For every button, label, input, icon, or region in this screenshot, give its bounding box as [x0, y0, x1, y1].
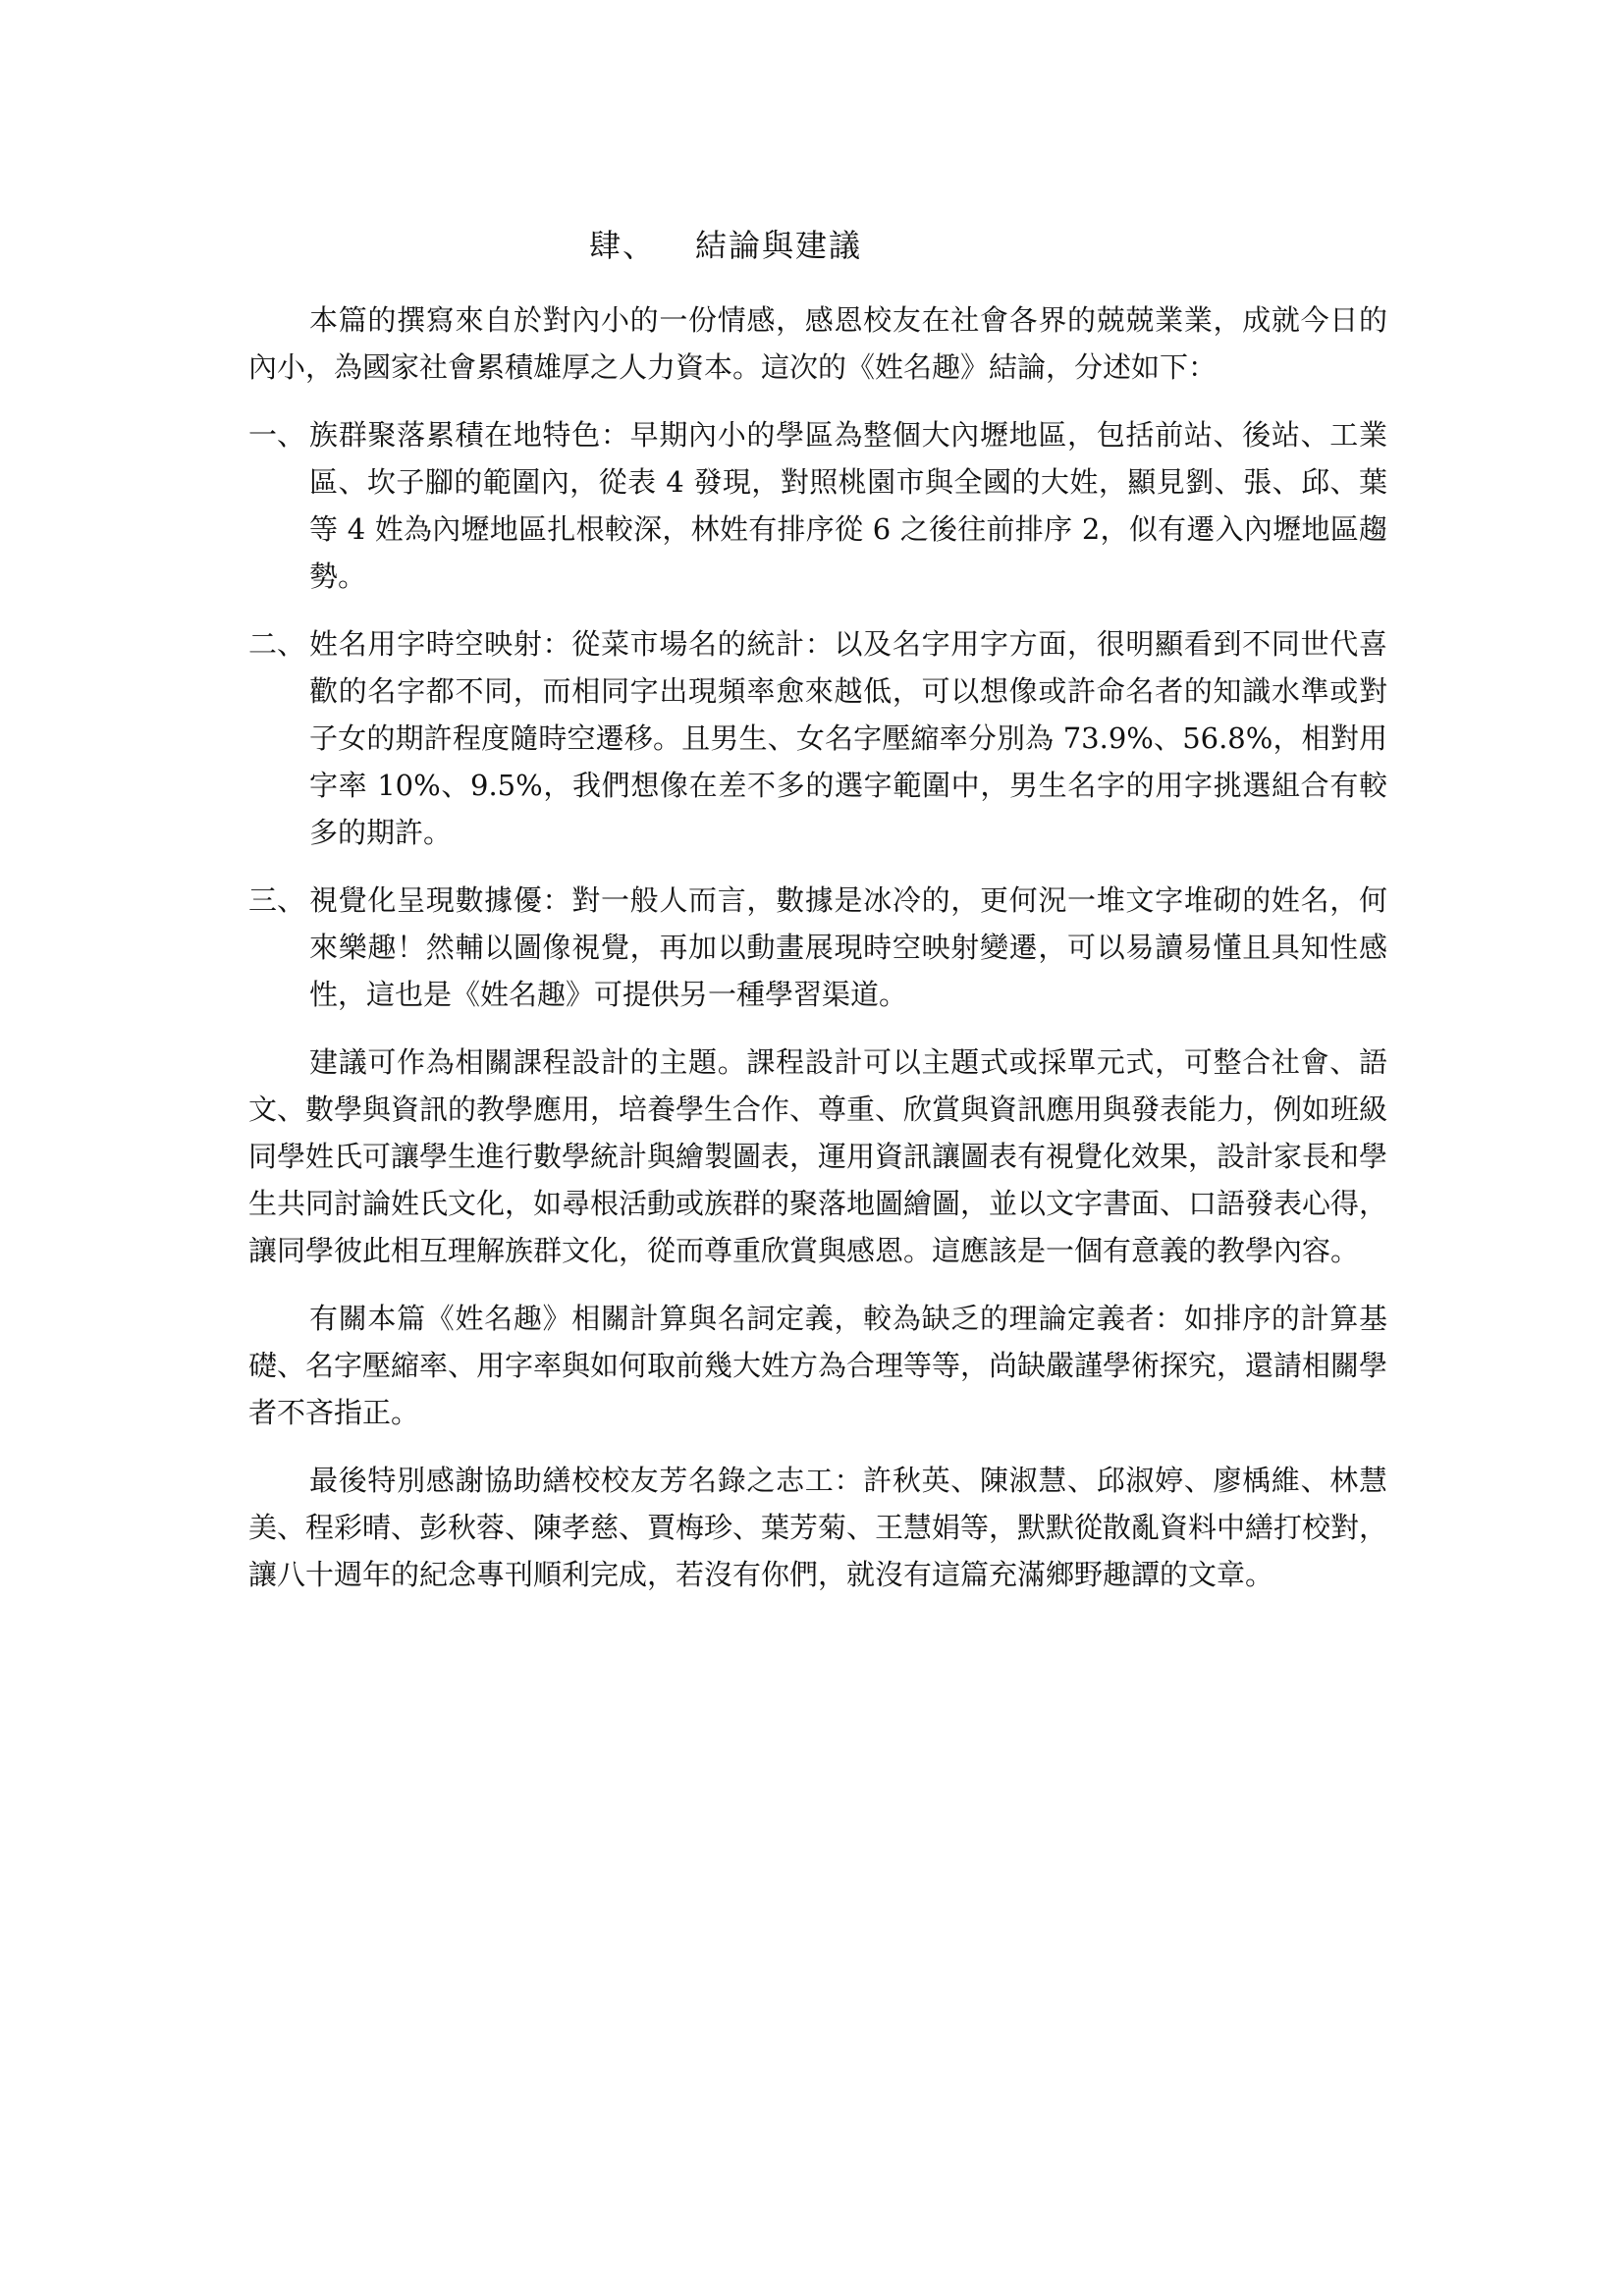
section-title: [589, 224, 1041, 267]
list-item-body: [309, 620, 1387, 856]
conclusion-item-1: [248, 411, 1387, 600]
section-number: 肆、: [589, 227, 657, 264]
list-item-lead: 視覺化呈現數據優：: [309, 883, 572, 917]
intro-paragraph: 本篇的撰寫來自於對內小的一份情感，感恩校友在社會各界的兢兢業業，成就今日的內小，為國家社會累積雄厚之人力資本。這次的《姓名趣》結論，分述如下：: [248, 303, 1387, 384]
list-marker: 一、: [248, 418, 306, 452]
list-item-lead: 族群聚落累積在地特色：: [309, 418, 630, 452]
section-body: [248, 296, 1387, 1619]
list-marker: 二、: [248, 627, 306, 661]
limitations-paragraph: 有關本篇《姓名趣》相關計算與名詞定義，較為缺乏的理論定義者：如排序的計算基礎、名字壓縮率、用字率與如何取前幾大姓方為合理等等，尚缺嚴謹學術探究，還請相關學者不吝指正。: [248, 1302, 1388, 1429]
list-marker: 三、: [248, 883, 306, 917]
list-item-text: 早期內小的學區為整個大內壢地區，包括前站、後站、工業區、坎子腳的範圍內，從表 4 發現，對照桃園市與全國的大姓，顯見劉、張、邱、葉等 4 姓為內壢地區扎根較深，林姓有排序從 6 之後往前排序 2，似有遷入內壢地區趨勢。: [309, 418, 1387, 593]
list-item-text: 對一般人而言，數據是冰冷的，更何況一堆文字堆砌的姓名，何來樂趣！然輔以圖像視覺，再加以動畫展現時空映射變遷，可以易讀易懂且具知性感性，這也是《姓名趣》可提供另一種學習渠道。: [309, 883, 1387, 1011]
list-item-body: [309, 411, 1387, 600]
conclusion-item-2: [248, 620, 1387, 856]
list-item-body: [309, 877, 1387, 1018]
suggestion-paragraph: 建議可作為相關課程設計的主題。課程設計可以主題式或採單元式，可整合社會、語文、數學與資訊的教學應用，培養學生合作、尊重、欣賞與資訊應用與發表能力，例如班級同學姓氏可讓學生進行數學統計與繪製圖表，運用資訊讓圖表有視覺化效果，設計家長和學生共同討論姓氏文化，如尋根活動或族群的聚落地圖繪圖，並以文字書面、口語發表心得，讓同學彼此相互理解族群文化，從而尊重欣賞與感恩。這應該是一個有意義的教學內容。: [248, 1045, 1388, 1267]
list-item-lead: 姓名用字時空映射：: [309, 627, 572, 661]
conclusion-item-3: [248, 877, 1387, 1018]
list-item-text: 從菜市場名的統計：以及名字用字方面，很明顯看到不同世代喜歡的名字都不同，而相同字出現頻率愈來越低，可以想像或許命名者的知識水準或對子女的期許程度隨時空遷移。且男生、女名字壓縮率分別為 73.9%、56.8%，相對用字率 10%、9.5%，我們想像在差不多的選字範圍中，男生名字的用字挑選組合有較多的期許。: [309, 627, 1387, 849]
section-heading: 結論與建議: [695, 227, 863, 264]
acknowledgement-paragraph: 最後特別感謝協助繕校校友芳名錄之志工：許秋英、陳淑慧、邱淑婷、廖楀維、林慧美、程彩晴、彭秋蓉、陳孝慈、賈梅珍、葉芳菊、王慧娟等，默默從散亂資料中繕打校對，讓八十週年的紀念專刊順利完成，若沒有你們，就沒有這篇充滿鄉野趣譚的文章。: [248, 1464, 1388, 1591]
